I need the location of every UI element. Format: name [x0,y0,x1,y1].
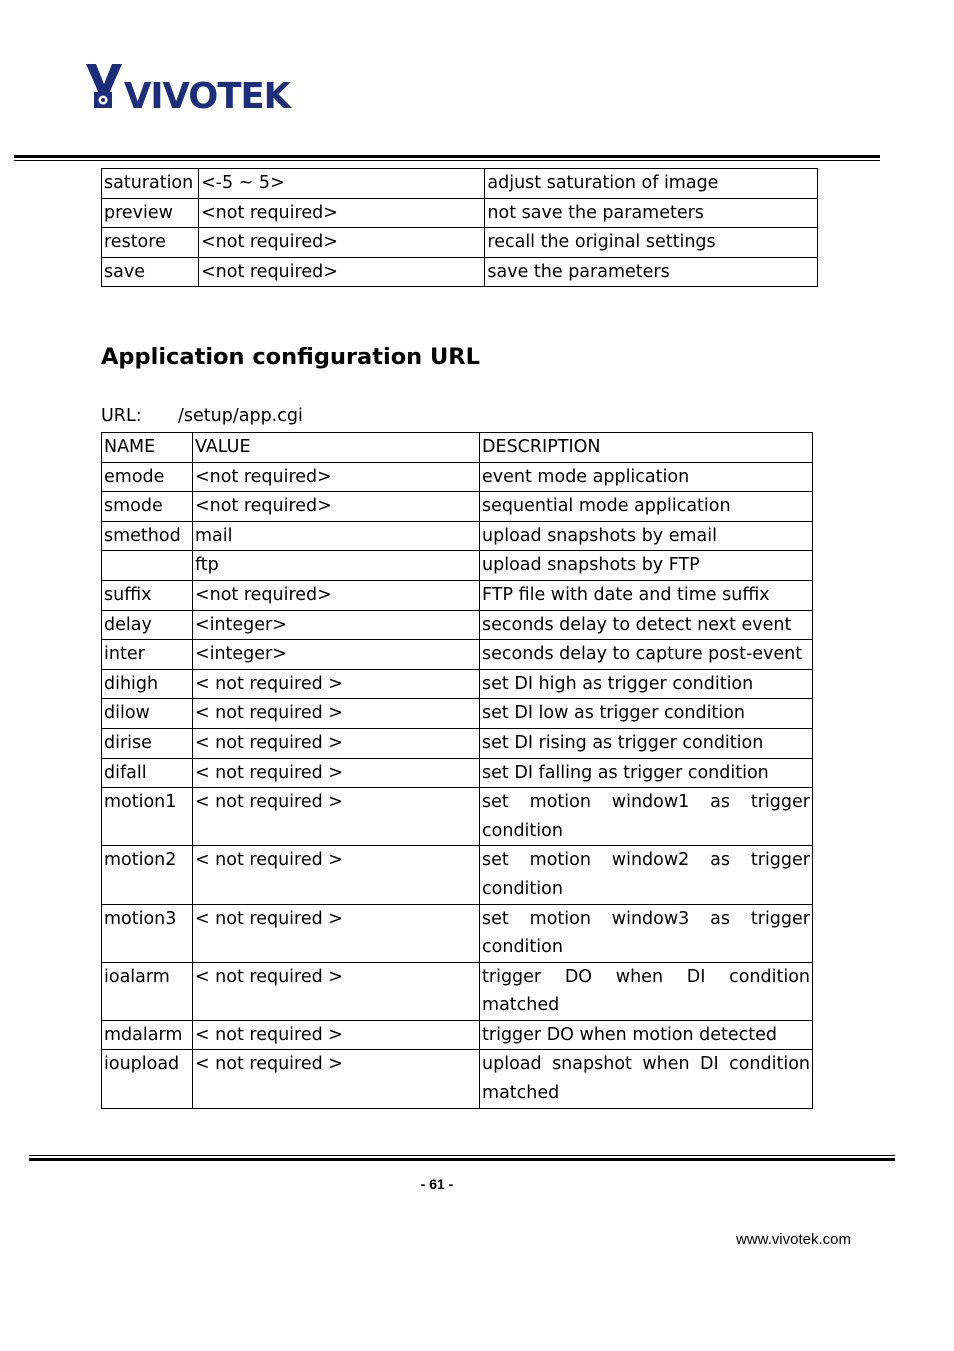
table-row [102,580,813,610]
header-name: NAME [102,433,193,463]
cell-name: saturation [102,169,199,199]
cell-name: dirise [102,728,193,758]
table-row [102,1050,813,1108]
cell-value: < not required > [192,962,479,1020]
cell-description: set motion window2 as trigger condition [480,846,813,904]
cell-value: <not required> [192,580,479,610]
parameter-table-continued [101,168,818,287]
cell-value: <not required> [198,228,484,258]
header-rule [14,155,880,158]
cell-value: ftp [192,551,479,581]
page-number: - 61 - [420,1176,454,1192]
cell-name: difall [102,758,193,788]
cell-value: <-5 ~ 5> [198,169,484,199]
table-row [102,610,813,640]
cell-value: < not required > [192,904,479,962]
cell-name: dilow [102,699,193,729]
cell-value: <not required> [192,462,479,492]
table-row [102,904,813,962]
cell-name: dihigh [102,669,193,699]
cell-description: sequential mode application [480,492,813,522]
table-row [102,788,813,846]
website-url: www.vivotek.com [735,1231,851,1248]
cell-name: save [102,257,199,287]
table-header-row [102,433,813,463]
table-row [102,521,813,551]
cell-value: < not required > [192,728,479,758]
table-row [102,169,818,199]
cell-description: recall the original settings [485,228,818,258]
cell-name: smethod [102,521,193,551]
cell-value: < not required > [192,846,479,904]
section-title: Application configuration URL [101,344,480,370]
cell-description: set DI rising as trigger condition [480,728,813,758]
logo-wordmark: VIVOTEK [124,76,293,114]
cell-description: adjust saturation of image [485,169,818,199]
cell-description: FTP file with date and time suffix [480,580,813,610]
cell-description: upload snapshot when DI condition matched [480,1050,813,1108]
cell-name: ioalarm [102,962,193,1020]
cell-name: motion1 [102,788,193,846]
cell-description: set DI falling as trigger condition [480,758,813,788]
cell-description: upload snapshots by email [480,521,813,551]
vivotek-logo [84,62,294,114]
cell-description: upload snapshots by FTP [480,551,813,581]
url-value: /setup/app.cgi [178,406,303,426]
header-rule-thin [14,160,880,161]
url-line [101,406,303,426]
footer-rule [29,1158,895,1161]
cell-description: not save the parameters [485,198,818,228]
table-row [102,699,813,729]
table-row [102,462,813,492]
cell-name: motion2 [102,846,193,904]
table-row [102,257,818,287]
table-row [102,640,813,670]
logo-mark-icon [86,64,122,108]
table-row [102,1020,813,1050]
cell-name: delay [102,610,193,640]
app-config-table [101,432,813,1109]
cell-name: ioupload [102,1050,193,1108]
cell-description: trigger DO when motion detected [480,1020,813,1050]
cell-name: suffix [102,580,193,610]
cell-name: motion3 [102,904,193,962]
cell-description: seconds delay to capture post-event [480,640,813,670]
table-row [102,758,813,788]
cell-name: emode [102,462,193,492]
cell-description: save the parameters [485,257,818,287]
cell-value: < not required > [192,788,479,846]
cell-description: set DI high as trigger condition [480,669,813,699]
cell-value: <not required> [198,198,484,228]
cell-value: <not required> [192,492,479,522]
header-description: DESCRIPTION [480,433,813,463]
cell-name: mdalarm [102,1020,193,1050]
cell-description: set motion window1 as trigger condition [480,788,813,846]
cell-value: <integer> [192,640,479,670]
table1-body [102,169,818,287]
cell-value: mail [192,521,479,551]
cell-value: < not required > [192,1020,479,1050]
footer-rule-thin [29,1155,895,1156]
header-value: VALUE [192,433,479,463]
cell-value: <integer> [192,610,479,640]
cell-description: set DI low as trigger condition [480,699,813,729]
table-row [102,198,818,228]
cell-name: inter [102,640,193,670]
cell-value: <not required> [198,257,484,287]
cell-value: < not required > [192,699,479,729]
cell-description: seconds delay to detect next event [480,610,813,640]
table-row [102,669,813,699]
cell-value: < not required > [192,669,479,699]
table-row [102,551,813,581]
table-row [102,846,813,904]
cell-name [102,551,193,581]
table-row [102,962,813,1020]
cell-description: event mode application [480,462,813,492]
cell-name: smode [102,492,193,522]
cell-name: restore [102,228,199,258]
table-row [102,728,813,758]
cell-description: trigger DO when DI condition matched [480,962,813,1020]
table2-body [102,462,813,1108]
cell-value: < not required > [192,1050,479,1108]
table-row [102,492,813,522]
table-row [102,228,818,258]
cell-value: < not required > [192,758,479,788]
cell-description: set motion window3 as trigger condition [480,904,813,962]
cell-name: preview [102,198,199,228]
url-label: URL: [101,406,142,426]
